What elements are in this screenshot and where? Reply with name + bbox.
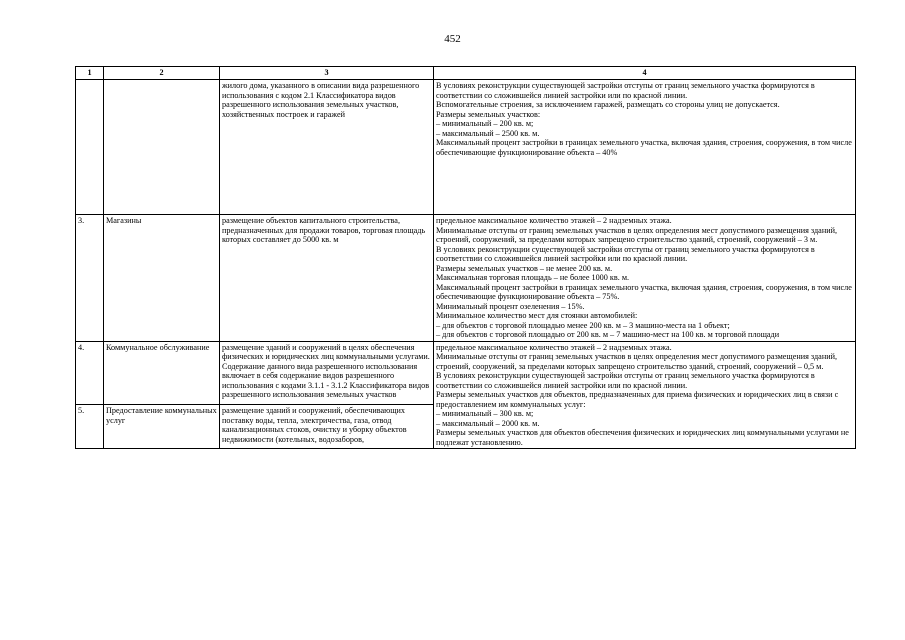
param-line: Размеры земельных участков для объектов обеспечения физических и юридических лиц коммунальными услугами не подлежат установлению. — [436, 428, 849, 447]
use-name: Коммунальное обслуживание — [104, 341, 220, 405]
param-list-item: – для объектов с торговой площадью менее 200 кв. м – 3 машино-места на 1 объект; — [436, 320, 730, 330]
param-list-item: – максимальный – 2500 кв. м. — [436, 128, 540, 138]
param-line: Вспомогательные строения, за исключением гаражей, размещать со стороны улиц не допускается. — [436, 100, 780, 109]
param-line: В условиях реконструкции существующей застройки отступы от границ земельного участка формируются в соответствии со сложившейся линией застройки или по красной линии. — [436, 244, 815, 263]
use-parameters — [434, 215, 856, 342]
use-parameters — [434, 341, 856, 449]
param-line: предельное максимальное количество этажей – 2 надземных этажа. — [436, 342, 672, 352]
table-row — [76, 80, 856, 215]
table-row — [76, 215, 856, 342]
use-description: жилого дома, указанного в описании вида разрешенного использования с кодом 2.1 Классификатора видов разрешенного использования земельных участков, хозяйственных построек и гаражей — [220, 80, 434, 215]
param-list-item: – для объектов с торговой площадью от 200 кв. м – 7 машино-мест на 100 кв. м торговой площади — [436, 330, 780, 339]
param-line: Максимальный процент застройки в границах земельного участка, включая здания, строения, сооружения, в том числе обеспечивающие функционирование объекта – 40% — [436, 138, 852, 157]
param-line: Максимальный процент застройки в границах земельного участка, включая здания, строения, сооружения, в том числе обеспечивающие функционирование объекта – 75%. — [436, 282, 852, 301]
param-line: Максимальная торговая площадь – не более 1000 кв. м. — [436, 273, 630, 282]
param-list-item: – максимальный – 2000 кв. м. — [436, 418, 540, 428]
use-name: Предоставление коммунальных услуг — [104, 405, 220, 449]
param-line: предельное максимальное количество этажей – 2 надземных этажа. — [436, 216, 672, 225]
use-description: размещение зданий и сооружений в целях обеспечения физических и юридических лиц коммунальными услугами. Содержание данного вида разрешенного использования включает в себя содержание видов разрешенного использования с кодами 3.1.1 - 3.1.2 Классификатора видов разрешенного использования земельных участков — [220, 341, 434, 405]
use-parameters — [434, 80, 856, 215]
param-line: Минимальное количество мест для стоянки автомобилей: — [436, 311, 638, 320]
param-line: Минимальные отступы от границ земельных участков в целях определения мест допустимого размещения зданий, строений, сооружений, за пределами которых запрещено строительство зданий, строений, сооружений – 0,5 м. — [436, 352, 838, 371]
param-line: Минимальные отступы от границ земельных участков в целях определения мест допустимого размещения зданий, строений, сооружений, за пределами которых запрещено строительство зданий, строений, сооружений – 3 м. — [436, 225, 838, 244]
column-header-4: 4 — [434, 67, 856, 80]
param-list-item: – минимальный – 300 кв. м; — [436, 409, 534, 418]
param-line: Размеры земельных участков – не менее 200 кв. м. — [436, 263, 613, 273]
param-line: Размеры земельных участков: — [436, 109, 541, 119]
use-name — [104, 80, 220, 215]
param-line: Размеры земельных участков для объектов, предназначенных для приема физических и юридических лиц в связи с предоставлением им коммунальных услуг: — [436, 390, 839, 409]
row-number: 3. — [76, 215, 104, 342]
table-header-row — [76, 67, 856, 80]
row-number: 5. — [76, 405, 104, 449]
use-description: размещение объектов капитального строительства, предназначенных для продажи товаров, торговая площадь которых составляет до 5000 кв. м — [220, 215, 434, 342]
row-number: 4. — [76, 341, 104, 405]
page-number: 452 — [444, 33, 461, 45]
param-line: В условиях реконструкции существующей застройки отступы от границ земельного участка формируются в соответствии со сложившейся линией застройки или по красной линии. — [436, 81, 815, 100]
zoning-table — [75, 66, 856, 449]
column-header-2: 2 — [104, 67, 220, 80]
row-number — [76, 80, 104, 215]
param-line: В условиях реконструкции существующей застройки отступы от границ земельного участка формируются в соответствии со сложившейся линией застройки или по красной линии. — [436, 371, 815, 390]
use-description: размещение зданий и сооружений, обеспечивающих поставку воды, тепла, электричества, газа, отвод канализационных стоков, очистку и уборку объектов недвижимости (котельных, водозаборов, — [220, 405, 434, 449]
param-list-item: – минимальный – 200 кв. м; — [436, 119, 534, 128]
column-header-1: 1 — [76, 67, 104, 80]
use-name: Магазины — [104, 215, 220, 342]
column-header-3: 3 — [220, 67, 434, 80]
table-row — [76, 341, 856, 405]
param-line: Минимальный процент озеленения – 15%. — [436, 301, 585, 311]
